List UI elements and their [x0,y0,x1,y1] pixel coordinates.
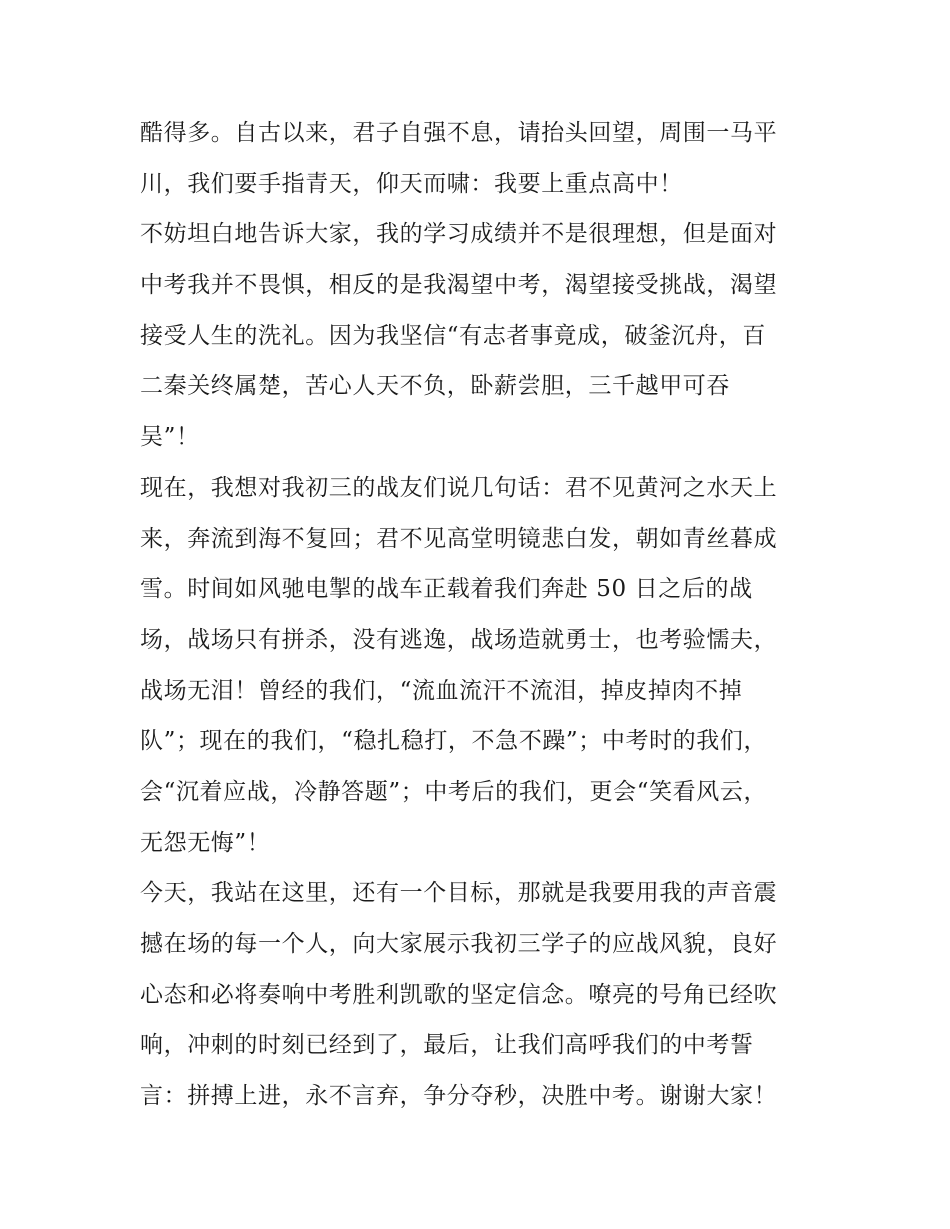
text-line: 撼在场的每一个人，向大家展示我初三学子的应战风貌，良好 [140,931,778,957]
text-line: 中考我并不畏惧，相反的是我渴望中考，渴望接受挑战，渴望 [140,272,778,299]
document-body [140,108,820,1122]
text-line: 心态和必将奏响中考胜利凯歌的坚定信念。嘹亮的号角已经吹 [140,981,778,1008]
text-line: 队”；现在的我们，“稳扎稳打，不急不躁”；中考时的我们， [140,728,768,755]
text-line: 响，冲刺的时刻已经到了，最后，让我们高呼我们的中考誓 [140,1032,754,1059]
text-line: 吴”！ [140,424,200,451]
text-line: 战场无泪！曾经的我们，“流血流汗不流泪，掉皮掉肉不掉 [140,677,743,704]
text-line: 言：拼搏上进，永不言弃，争分夺秒，决胜中考。谢谢大家！ [140,1083,778,1110]
text-line: 酷得多。自古以来，君子自强不息，请抬头回望，周围一马平 [140,120,778,146]
text-line: 不妨坦白地告诉大家，我的学习成绩并不是很理想，但是面对 [140,221,778,248]
text-line: 会“沉着应战，冷静答题”；中考后的我们，更会“笑看风云， [140,778,768,805]
text-line: 二秦关终属楚，苦心人天不负，卧薪尝胆，三千越甲可吞 [140,373,730,400]
text-line: 场，战场只有拼杀，没有逃逸，战场造就勇士，也考验懦夫， [140,626,778,653]
text-line: 今天，我站在这里，还有一个目标，那就是我要用我的声音震 [140,880,778,907]
text-line: 来，奔流到海不复回；君不见高堂明镜悲白发，朝如青丝暮成 [140,525,778,552]
text-line: 川，我们要手指青天，仰天而啸：我要上重点高中！ [140,170,683,197]
text-line: 无怨无悔”！ [140,829,271,856]
text-line: 现在，我想对我初三的战友们说几句话：君不见黄河之水天上 [140,474,778,501]
text-line: 接受人生的洗礼。因为我坚信“有志者事竟成，破釜沉舟，百 [140,322,766,349]
text-line: 雪。时间如风驰电掣的战车正载着我们奔赴 50 日之后的战 [140,576,753,603]
